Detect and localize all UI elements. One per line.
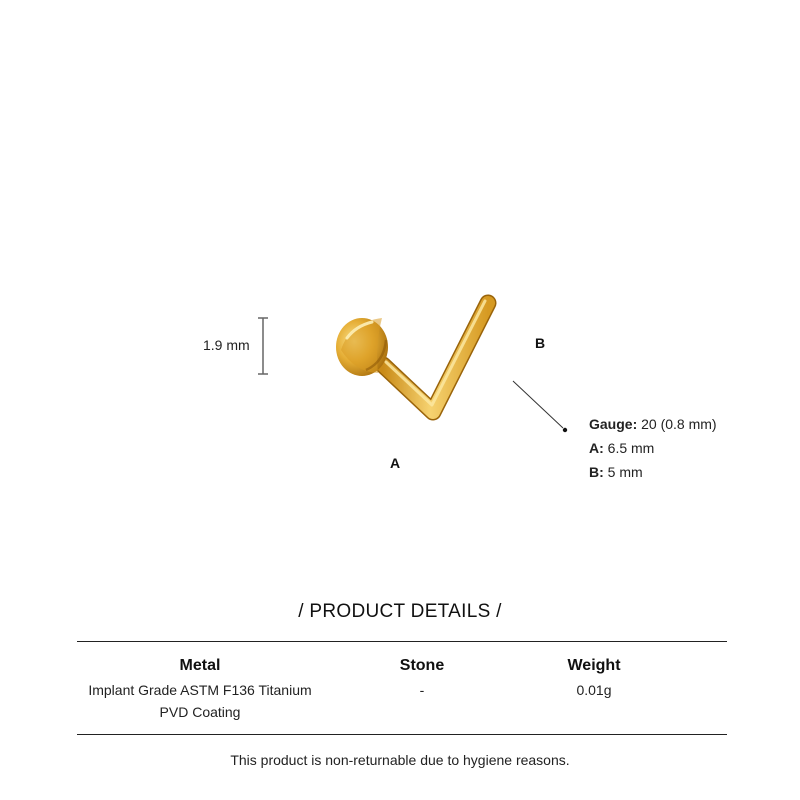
column-metal: [70, 657, 330, 723]
spec-gauge: Gauge: 20 (0.8 mm): [589, 416, 717, 432]
column-heading: Weight: [567, 657, 621, 674]
column-value: -: [419, 682, 425, 698]
column-weight: [534, 657, 654, 701]
spec-b: B: 5 mm: [589, 464, 643, 480]
label-b: B: [535, 335, 546, 351]
column-value: Implant Grade ASTM F136 Titanium PVD Coating: [88, 682, 312, 720]
label-a: A: [390, 455, 401, 471]
height-dimension-bracket: [258, 318, 268, 374]
column-stone: [362, 657, 482, 701]
nose-pin: [336, 301, 488, 412]
spec-list: [589, 412, 717, 484]
return-policy-note: This product is non-returnable due to hygiene reasons.: [230, 752, 570, 768]
column-heading: Stone: [399, 657, 445, 674]
spec-a: A: 6.5 mm: [589, 440, 655, 456]
table-bottom-rule: [77, 734, 727, 735]
column-heading: Metal: [179, 657, 221, 674]
column-value: 0.01g: [576, 682, 612, 698]
product-details-title: / PRODUCT DETAILS /: [298, 601, 502, 622]
table-top-rule: [77, 641, 727, 642]
height-dimension-label: 1.9 mm: [203, 337, 250, 353]
gauge-pointer-line: [513, 381, 567, 432]
